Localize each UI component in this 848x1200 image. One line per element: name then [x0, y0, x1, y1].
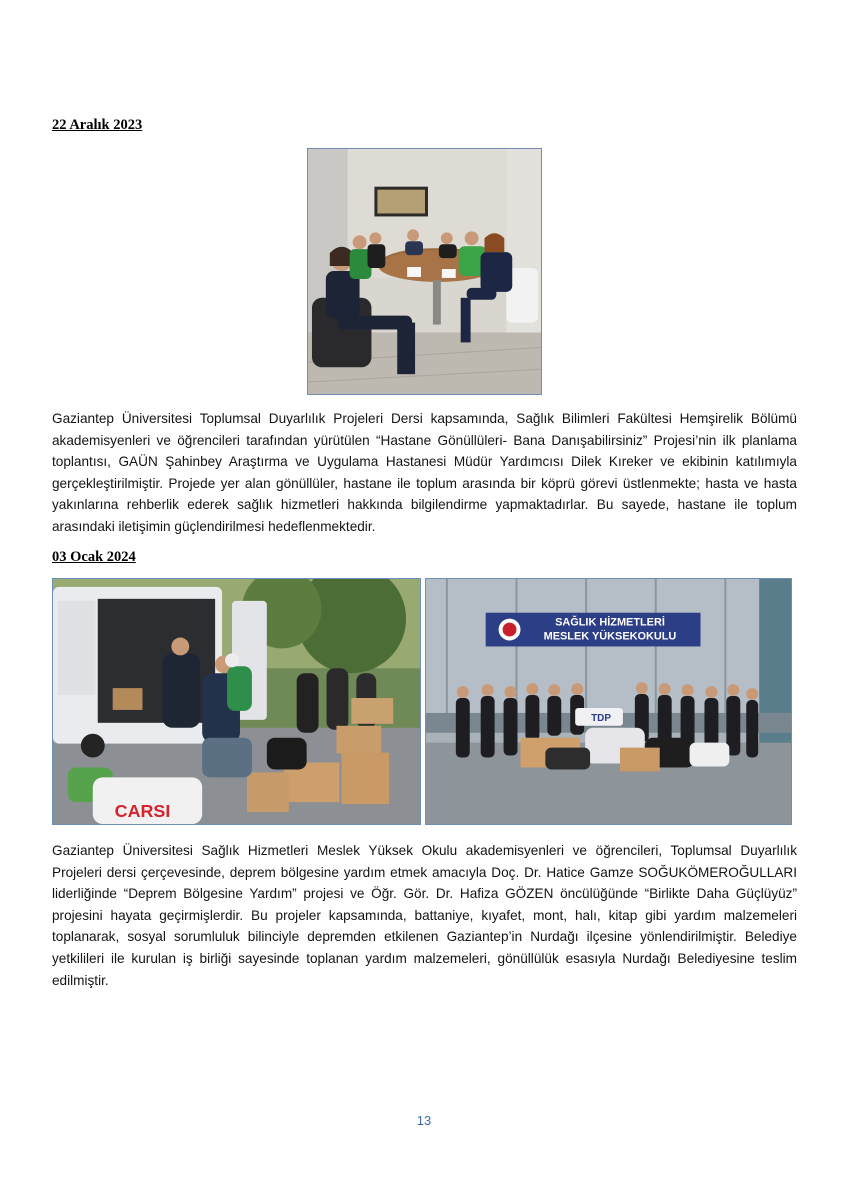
aid-loading-photo [52, 578, 421, 825]
bag-text: CARSI [114, 801, 171, 822]
section-paragraph-2: Gaziantep Üniversitesi Sağlık Hizmetleri Meslek Yüksek Okulu akademisyenleri ve öğrencileri, Toplumsal Duyarlılık Projeleri dersi çerçevesinde, deprem bölgesine yardım etmek amacıyla Doç. Dr. Hatice Gamze SOĞUKÖMEROĞULLARI liderliğinde “Deprem Bölgesine Yardım” projesi ve Öğr. Gör. Dr. Hafiza GÖZEN öncülüğünde “Birlikte Daha Güçlüyüz” projesini hayata geçirmişlerdir. Bu projeler kapsamında, battaniye, kıyafet, mont, halı, kitap gibi yardım malzemeleri toplanarak, sosyal sorumluluk bilinciyle depremden etkilenen Gaziantep’in Nurdağı ilçesine yönlendirilmiştir. Belediye yetkilileri ile kurulan iş birliği sayesinde toplanan yardım malzemeleri, gönüllülük esasıyla Nurdağı Belediyesine teslim edilmiştir. [52, 843, 797, 988]
meeting-photo [307, 148, 542, 395]
sign-line-1: SAĞLIK HİZMETLERİ [555, 616, 665, 629]
section-date-1: 22 Aralık 2023 [52, 117, 143, 133]
sign-line-2: MESLEK YÜKSEKOKULU [543, 630, 677, 643]
section-paragraph-1: Gaziantep Üniversitesi Toplumsal Duyarlılık Projeleri Dersi kapsamında, Sağlık Bilimleri Fakültesi Hemşirelik Bölümü akademisyenleri ve öğrencileri tarafından yürütülen “Hastane Gönüllüleri- Bana Danışabilirsiniz” Projesi’nin ilk planlama toplantısı, GAÜN Şahinbey Araştırma ve Uygulama Hastanesi Müdür Yardımcısı Dilek Kıreker ve ekibinin katılımıyla gerçekleştirilmiştir. Projede yer alan gönüllüler, hastane ile toplum arasında bir köprü görevi üstlenmekte; hasta ve hasta yakınlarına rehberlik ederek sağlık hizmetleri hakkında bilgilendirme yapmaktadırlar. Bu sayede, hastane ile toplum arasındaki iletişimin güçlendirilmesi hedeflenmektedir. [52, 411, 797, 534]
section-date-2: 03 Ocak 2024 [52, 549, 136, 565]
group-photo-school [425, 578, 792, 825]
page-number: 13 [416, 1113, 432, 1128]
banner-text: TDP [591, 712, 611, 724]
